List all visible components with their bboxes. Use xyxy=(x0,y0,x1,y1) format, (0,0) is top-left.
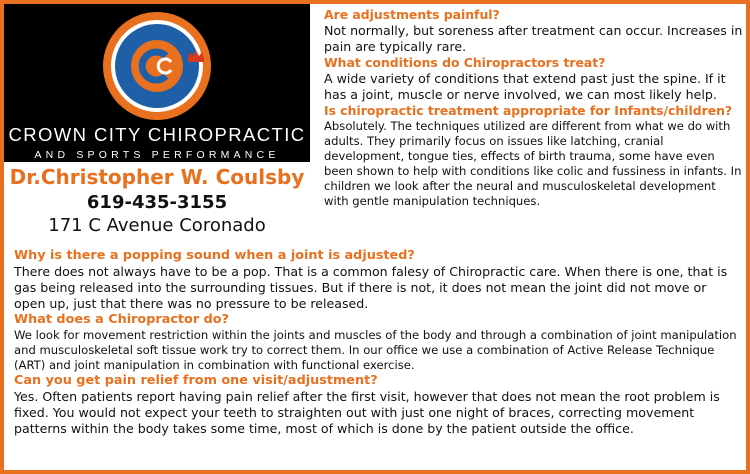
faq-answer: Yes. Often patients report having pain relief after the first visit, however that does not mean the root problem is fixed. You would not expect your teeth to straighten out with just one night of braces, correcting movement patterns within the body takes some time, most of which is done by the patient outside the office. xyxy=(14,389,720,436)
crown-city-logo-icon xyxy=(100,10,214,122)
faq-question: Can you get pain relief from one visit/adjustment? xyxy=(14,373,378,388)
faq-question: What conditions do Chiropractors treat? xyxy=(324,55,606,70)
faq-right-column xyxy=(324,7,744,209)
faq-bottom-section xyxy=(14,248,740,437)
doctor-name: Dr.Christopher W. Coulsby xyxy=(9,165,305,189)
address: 171 C Avenue Coronado xyxy=(48,215,266,236)
phone-number: 619-435-3155 xyxy=(86,192,228,213)
faq-question: Are adjustments painful? xyxy=(324,7,500,22)
contact-block xyxy=(4,162,310,236)
faq-answer: There does not always have to be a pop. That is a common falesy of Chiropractic care. When there is one, that is gas being released into the surrounding tissues. But if there is not, it does not mean the joint did not move or open up, just that there was no pressure to be released. xyxy=(14,264,728,311)
faq-answer: We look for movement restriction within the joints and muscles of the body and through a combination of joint manipulation and musculoskeletal soft tissue work try to correct them. In our office we use a combination of Active Release Technique (ART) and joint manipulation in combination with functional exercise. xyxy=(14,328,737,372)
brand-tagline: AND SPORTS PERFORMANCE xyxy=(34,149,280,161)
logo-panel xyxy=(4,4,310,162)
faq-question: Why is there a popping sound when a joint is adjusted? xyxy=(14,248,415,263)
faq-answer: A wide variety of conditions that extend past just the spine. If it has a joint, muscle or nerve involved, we can most likely help. xyxy=(324,71,726,102)
faq-answer: Absolutely. The techniques utilized are different from what we do with adults. They primarily focus on issues like latching, cranial development, tongue ties, effects of birth trauma, some have even been shown to help with conditions like colic and fussiness in infants. In children we look after the neural and musculoskeletal development with gentle manipulation techniques. xyxy=(324,119,742,208)
faq-answer: Not normally, but soreness after treatment can occur. Increases in pain are typically rare. xyxy=(324,23,743,54)
brand-name: CROWN CITY CHIROPRACTIC xyxy=(8,124,306,145)
faq-question: What does a Chiropractor do? xyxy=(14,312,229,327)
faq-question: Is chiropractic treatment appropriate for Infants/children? xyxy=(324,103,733,118)
